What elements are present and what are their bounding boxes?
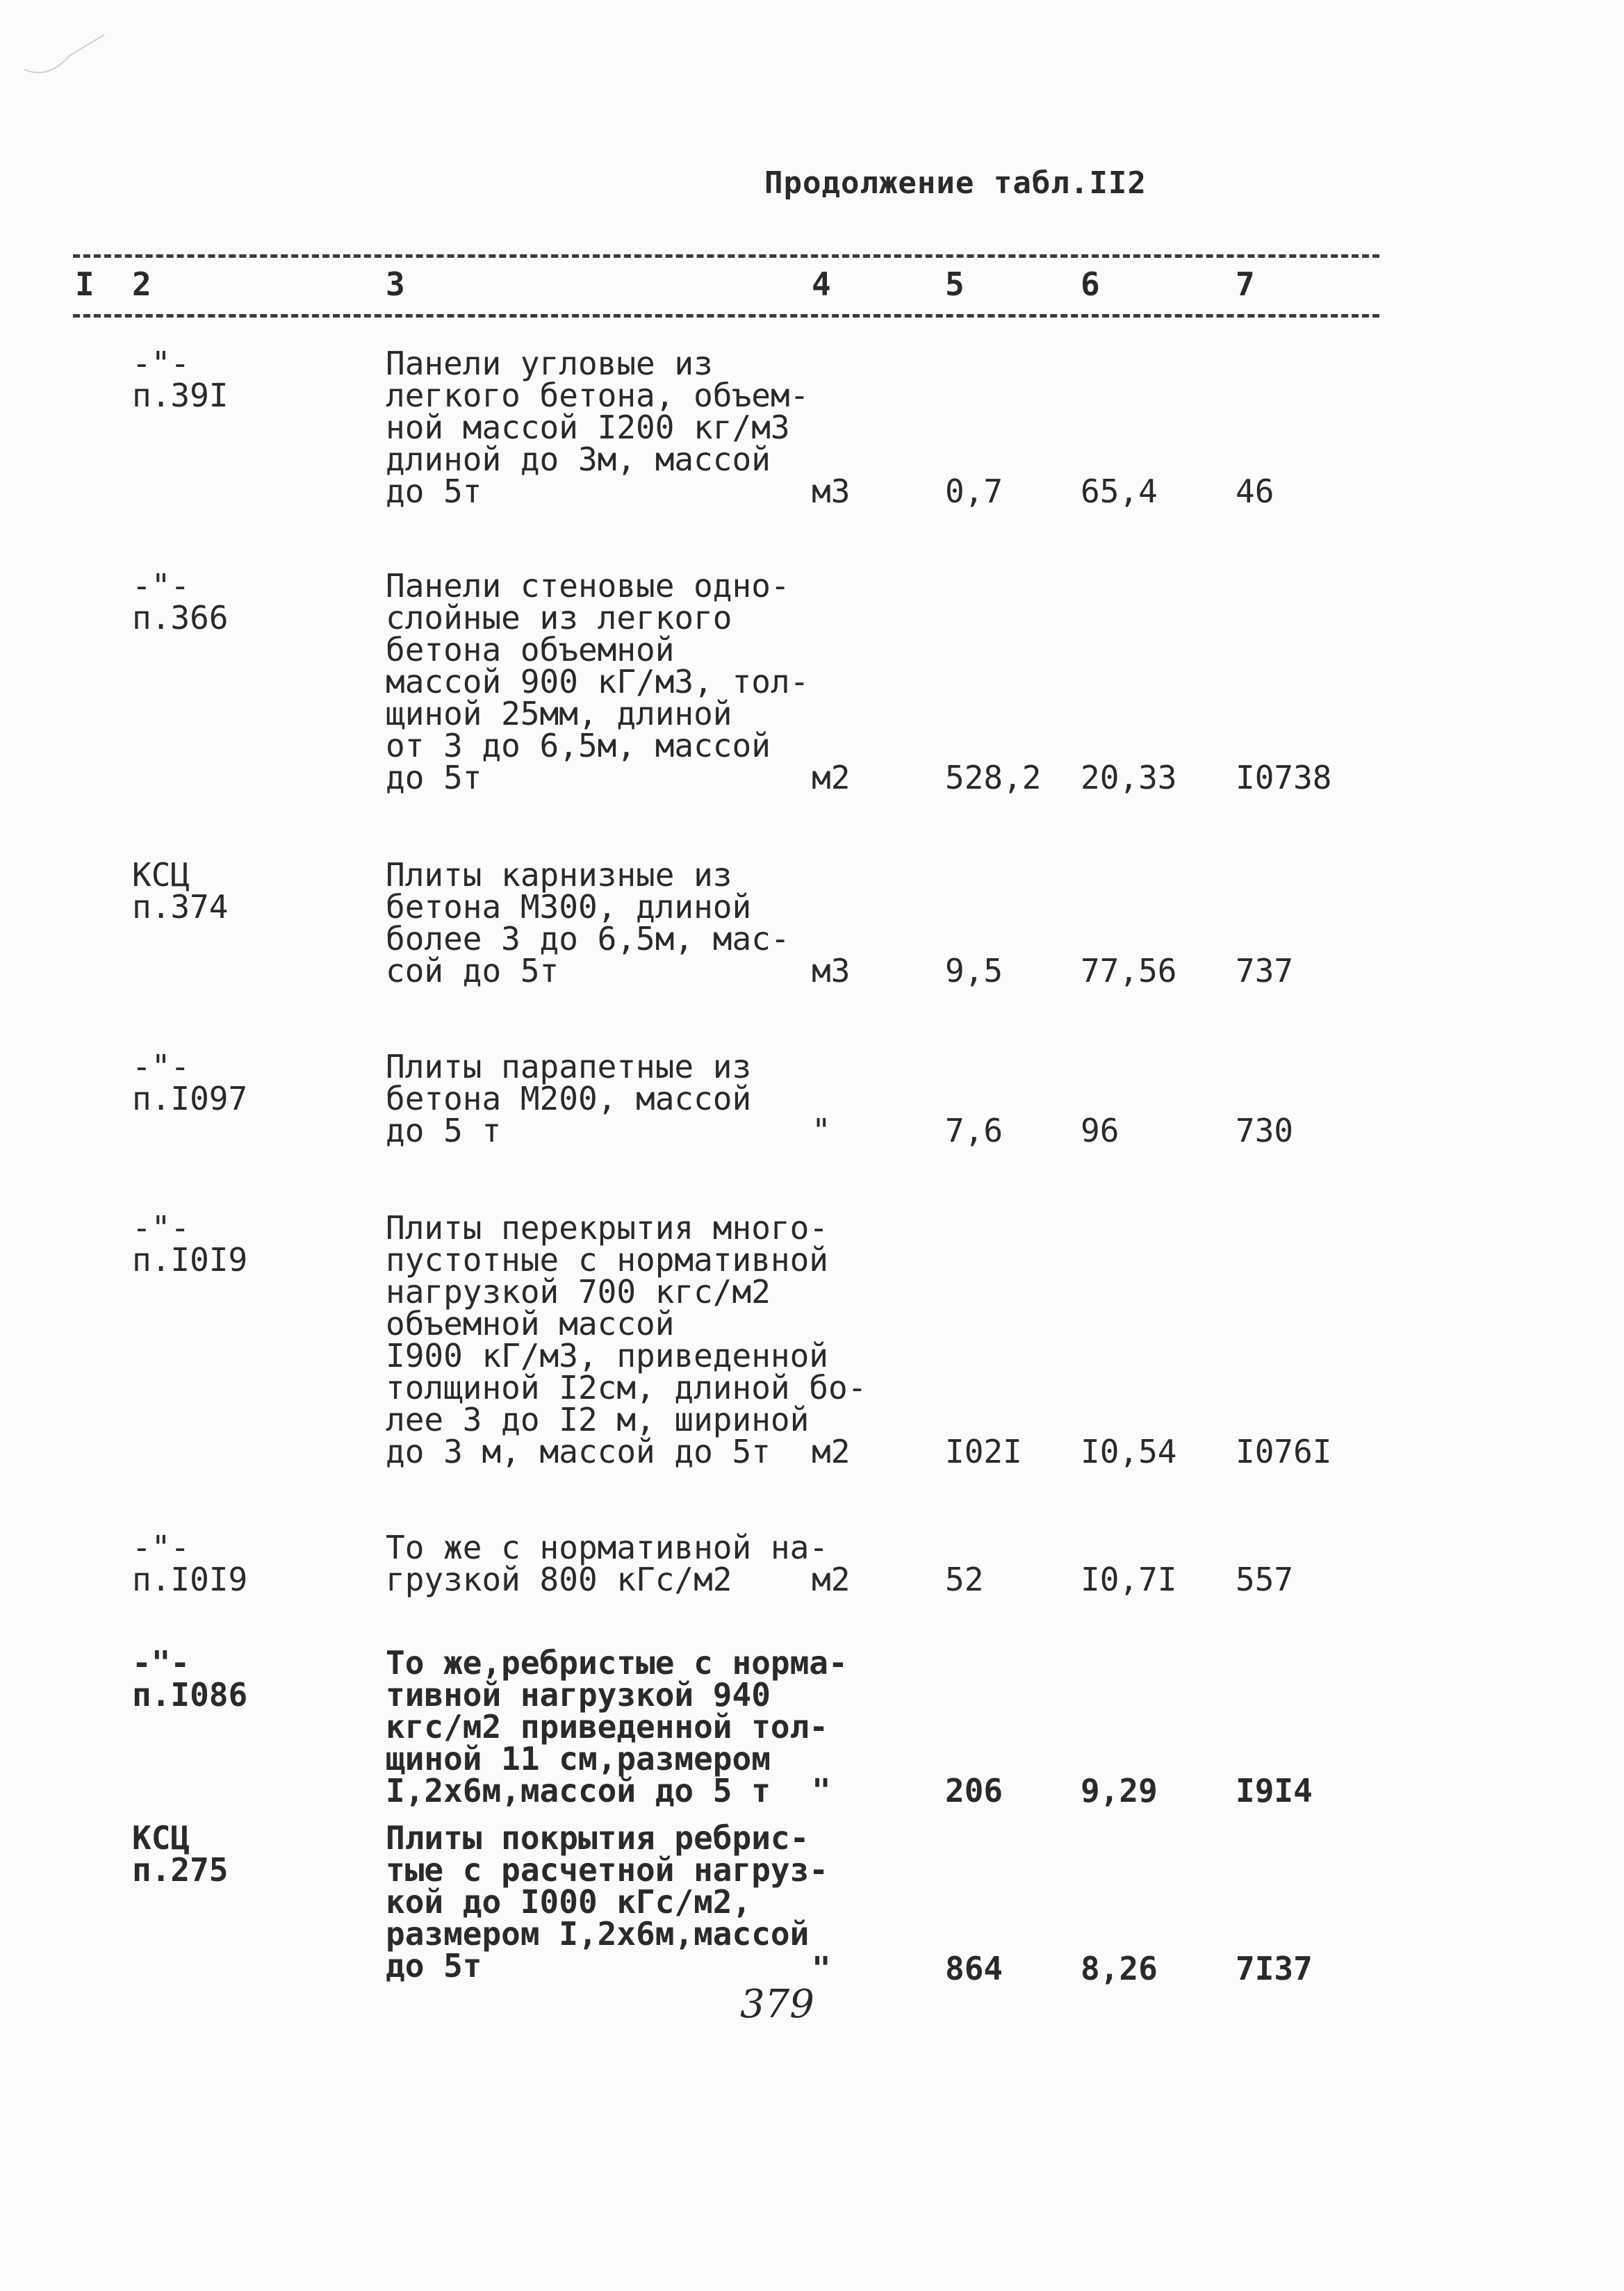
table-row-description: Плиты парапетные из бетона М200, массой до 5 т [386,1048,752,1149]
table-row-ref: -"- п.I086 [132,1644,248,1714]
table-row-total: 46 [1236,473,1274,510]
table-row-ref: -"- п.366 [132,567,229,637]
table-row-quantity: 528,2 [945,759,1042,796]
table-row-ref: -"- п.I0I9 [132,1529,248,1598]
table-row-unit: " [812,1112,831,1149]
table-row-ref: -"- п.39I [132,345,229,414]
table-row-total: 557 [1236,1561,1294,1598]
column-header-3: 3 [386,265,405,303]
table-row-unit: м2 [812,759,851,796]
table-row-description: То же,ребристые с норма- тивной нагрузкой 940 кгс/м2 приведенной тол- щиной 11 см,размером I,2х6м,массой до 5 т [386,1644,848,1809]
table-row-quantity: 206 [945,1772,1003,1809]
header-rule-top [73,254,1379,258]
table-row-total: I9I4 [1236,1772,1313,1809]
table-row-description: Плиты покрытия ребрис- тые с расчетной нагруз- кой до I000 кГс/м2, размером I,2х6м,массой до 5т [386,1819,828,1985]
table-row-total: 7I37 [1236,1950,1313,1987]
table-row-total: I0738 [1236,759,1332,796]
table-row-description: Плиты перекрытия много- пустотные с нормативной нагрузкой 700 кгс/м2 объемной массой I900 кГ/м3, приведенной толщиной I2см, длиной бо- лее 3 до I2 м, шириной до 3 м, массой до 5т [386,1209,867,1470]
column-header-6: 6 [1081,265,1100,303]
table-row-ref: -"- п.I097 [132,1048,248,1117]
table-row-ref: КСЦ п.374 [132,856,229,926]
column-header-2: 2 [132,265,151,303]
table-row-price: 77,56 [1081,952,1177,990]
table-row-description: Панели угловые из легкого бетона, объем- ной массой I200 кг/м3 длиной до 3м, массой до 5т [386,345,810,510]
table-row-description: То же с нормативной на- грузкой 800 кГс/м2 [386,1529,828,1598]
table-row-price: I0,54 [1081,1433,1177,1470]
table-row-quantity: 0,7 [945,473,1003,510]
table-row-price: 20,33 [1081,759,1177,796]
page-heading: Продолжение табл.II2 [764,165,1147,201]
column-header-7: 7 [1236,265,1255,303]
table-row-description: Плиты карнизные из бетона М300, длиной более 3 до 6,5м, мас- сой до 5т [386,856,790,990]
table-row-unit: м3 [812,473,851,510]
table-row-unit: м2 [812,1433,851,1470]
table-row-quantity: 7,6 [945,1112,1003,1149]
table-row-ref: -"- п.I0I9 [132,1209,248,1279]
table-row-unit: " [812,1772,831,1809]
table-row-total: I076I [1236,1433,1332,1470]
column-header-5: 5 [945,265,965,303]
header-rule-bottom [73,314,1379,318]
table-row-price: 8,26 [1081,1950,1158,1987]
table-row-price: 96 [1081,1112,1119,1149]
page-number: 379 [740,1982,814,2027]
table-row-unit: " [812,1950,831,1987]
table-row-quantity: 9,5 [945,952,1003,990]
table-row-price: I0,7I [1081,1561,1177,1598]
table-row-quantity: 864 [945,1950,1003,1987]
column-header-1: I [75,265,95,303]
table-row-total: 730 [1236,1112,1294,1149]
table-row-quantity: I02I [945,1433,1022,1470]
table-row-price: 65,4 [1081,473,1158,510]
corner-scan-mark [21,28,111,83]
table-row-ref: КСЦ п.275 [132,1819,229,1889]
table-row-total: 737 [1236,952,1294,990]
table-row-price: 9,29 [1081,1772,1158,1809]
table-row-unit: м3 [812,952,851,990]
column-header-4: 4 [812,265,831,303]
table-row-unit: м2 [812,1561,851,1598]
table-row-description: Панели стеновые одно- слойные из легкого бетона объемной массой 900 кГ/м3, тол- щиной 25мм, длиной от 3 до 6,5м, массой до 5т [386,567,810,796]
table-row-quantity: 52 [945,1561,984,1598]
